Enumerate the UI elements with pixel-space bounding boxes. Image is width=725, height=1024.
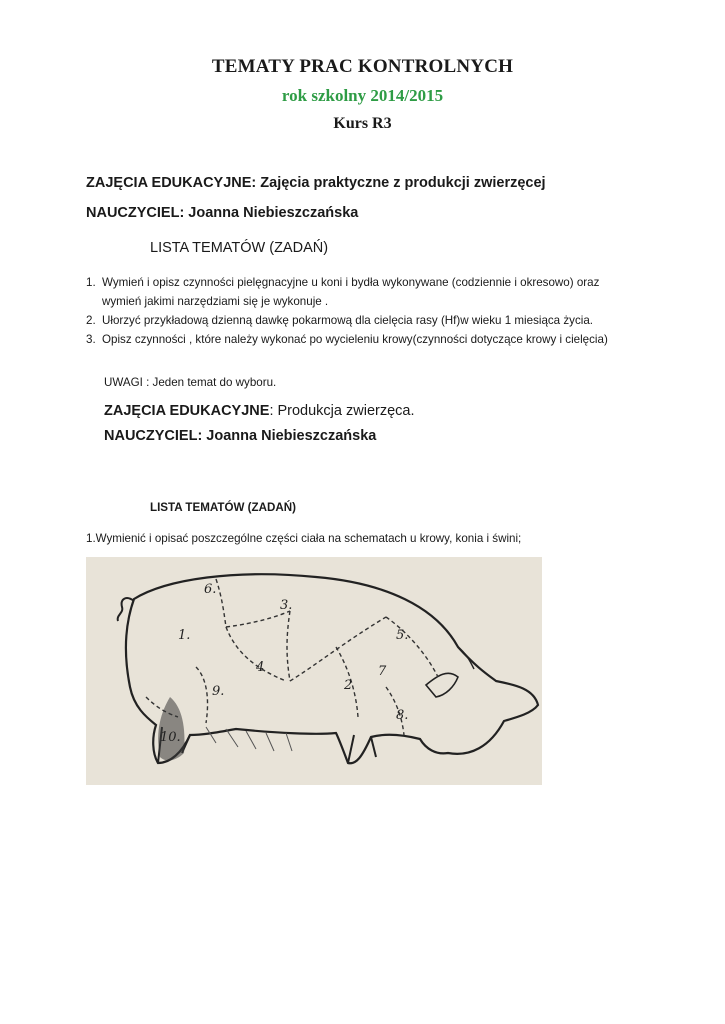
label-6: 6. (204, 582, 217, 597)
label-7: 7 (378, 664, 387, 679)
section1-subject: ZAJĘCIA EDUKACYJNE: Zajęcia praktyczne z produkcji zwierzęcej (86, 175, 546, 191)
section1-list-title: LISTA TEMATÓW (ZADAŃ) (150, 240, 329, 256)
page-title: TEMATY PRAC KONTROLNYCH (211, 56, 514, 77)
pig-body-parts-diagram (86, 557, 542, 785)
label-3: 3. (280, 598, 293, 613)
task-text: Wymień i opisz czynności pielęgnacyjne u koni i bydła wykonywane (codziennie i okresowo) oraz (102, 276, 600, 289)
section2-list-title: LISTA TEMATÓW (ZADAŃ) (150, 501, 296, 514)
pig-drawing (86, 557, 542, 785)
course-name: Kurs R3 (333, 115, 392, 132)
task-number: 3. (86, 333, 96, 346)
label-10: 10. (160, 730, 181, 745)
section1-teacher: NAUCZYCIEL: Joanna Niebieszczańska (86, 205, 359, 221)
notes: UWAGI : Jeden temat do wyboru. (104, 376, 277, 389)
label-5: 5. (396, 628, 409, 643)
task-text-continued: wymień jakimi narzędziami się je wykonuje . (102, 295, 329, 308)
task-text: Ułorzyć przykładową dzienną dawkę pokarmową dla cielęcia rasy (Hf)w wieku 1 miesiąca życia. (102, 314, 593, 327)
section2-task: 1.Wymienić i opisać poszczególne części ciała na schematach u krowy, konia i świni; (86, 532, 522, 545)
school-year: rok szkolny 2014/2015 (281, 86, 444, 105)
label-2: 2 (344, 678, 353, 693)
task-number: 1. (86, 276, 96, 289)
label-4: 4 (256, 660, 265, 675)
section2-teacher: NAUCZYCIEL: Joanna Niebieszczańska (104, 428, 377, 444)
task-text: Opisz czynności , które należy wykonać po wycieleniu krowy(czynności dotyczące krowy i cielęcia) (102, 333, 608, 346)
task-number: 2. (86, 314, 96, 327)
section2-subject (104, 403, 415, 419)
section2-subject-label: ZAJĘCIA EDUKACYJNE (104, 403, 270, 419)
label-8: 8. (396, 708, 409, 723)
label-1: 1. (178, 628, 191, 643)
label-9: 9. (212, 684, 225, 699)
section2-subject-colon: : Produkcja zwierzęca. (269, 403, 415, 419)
